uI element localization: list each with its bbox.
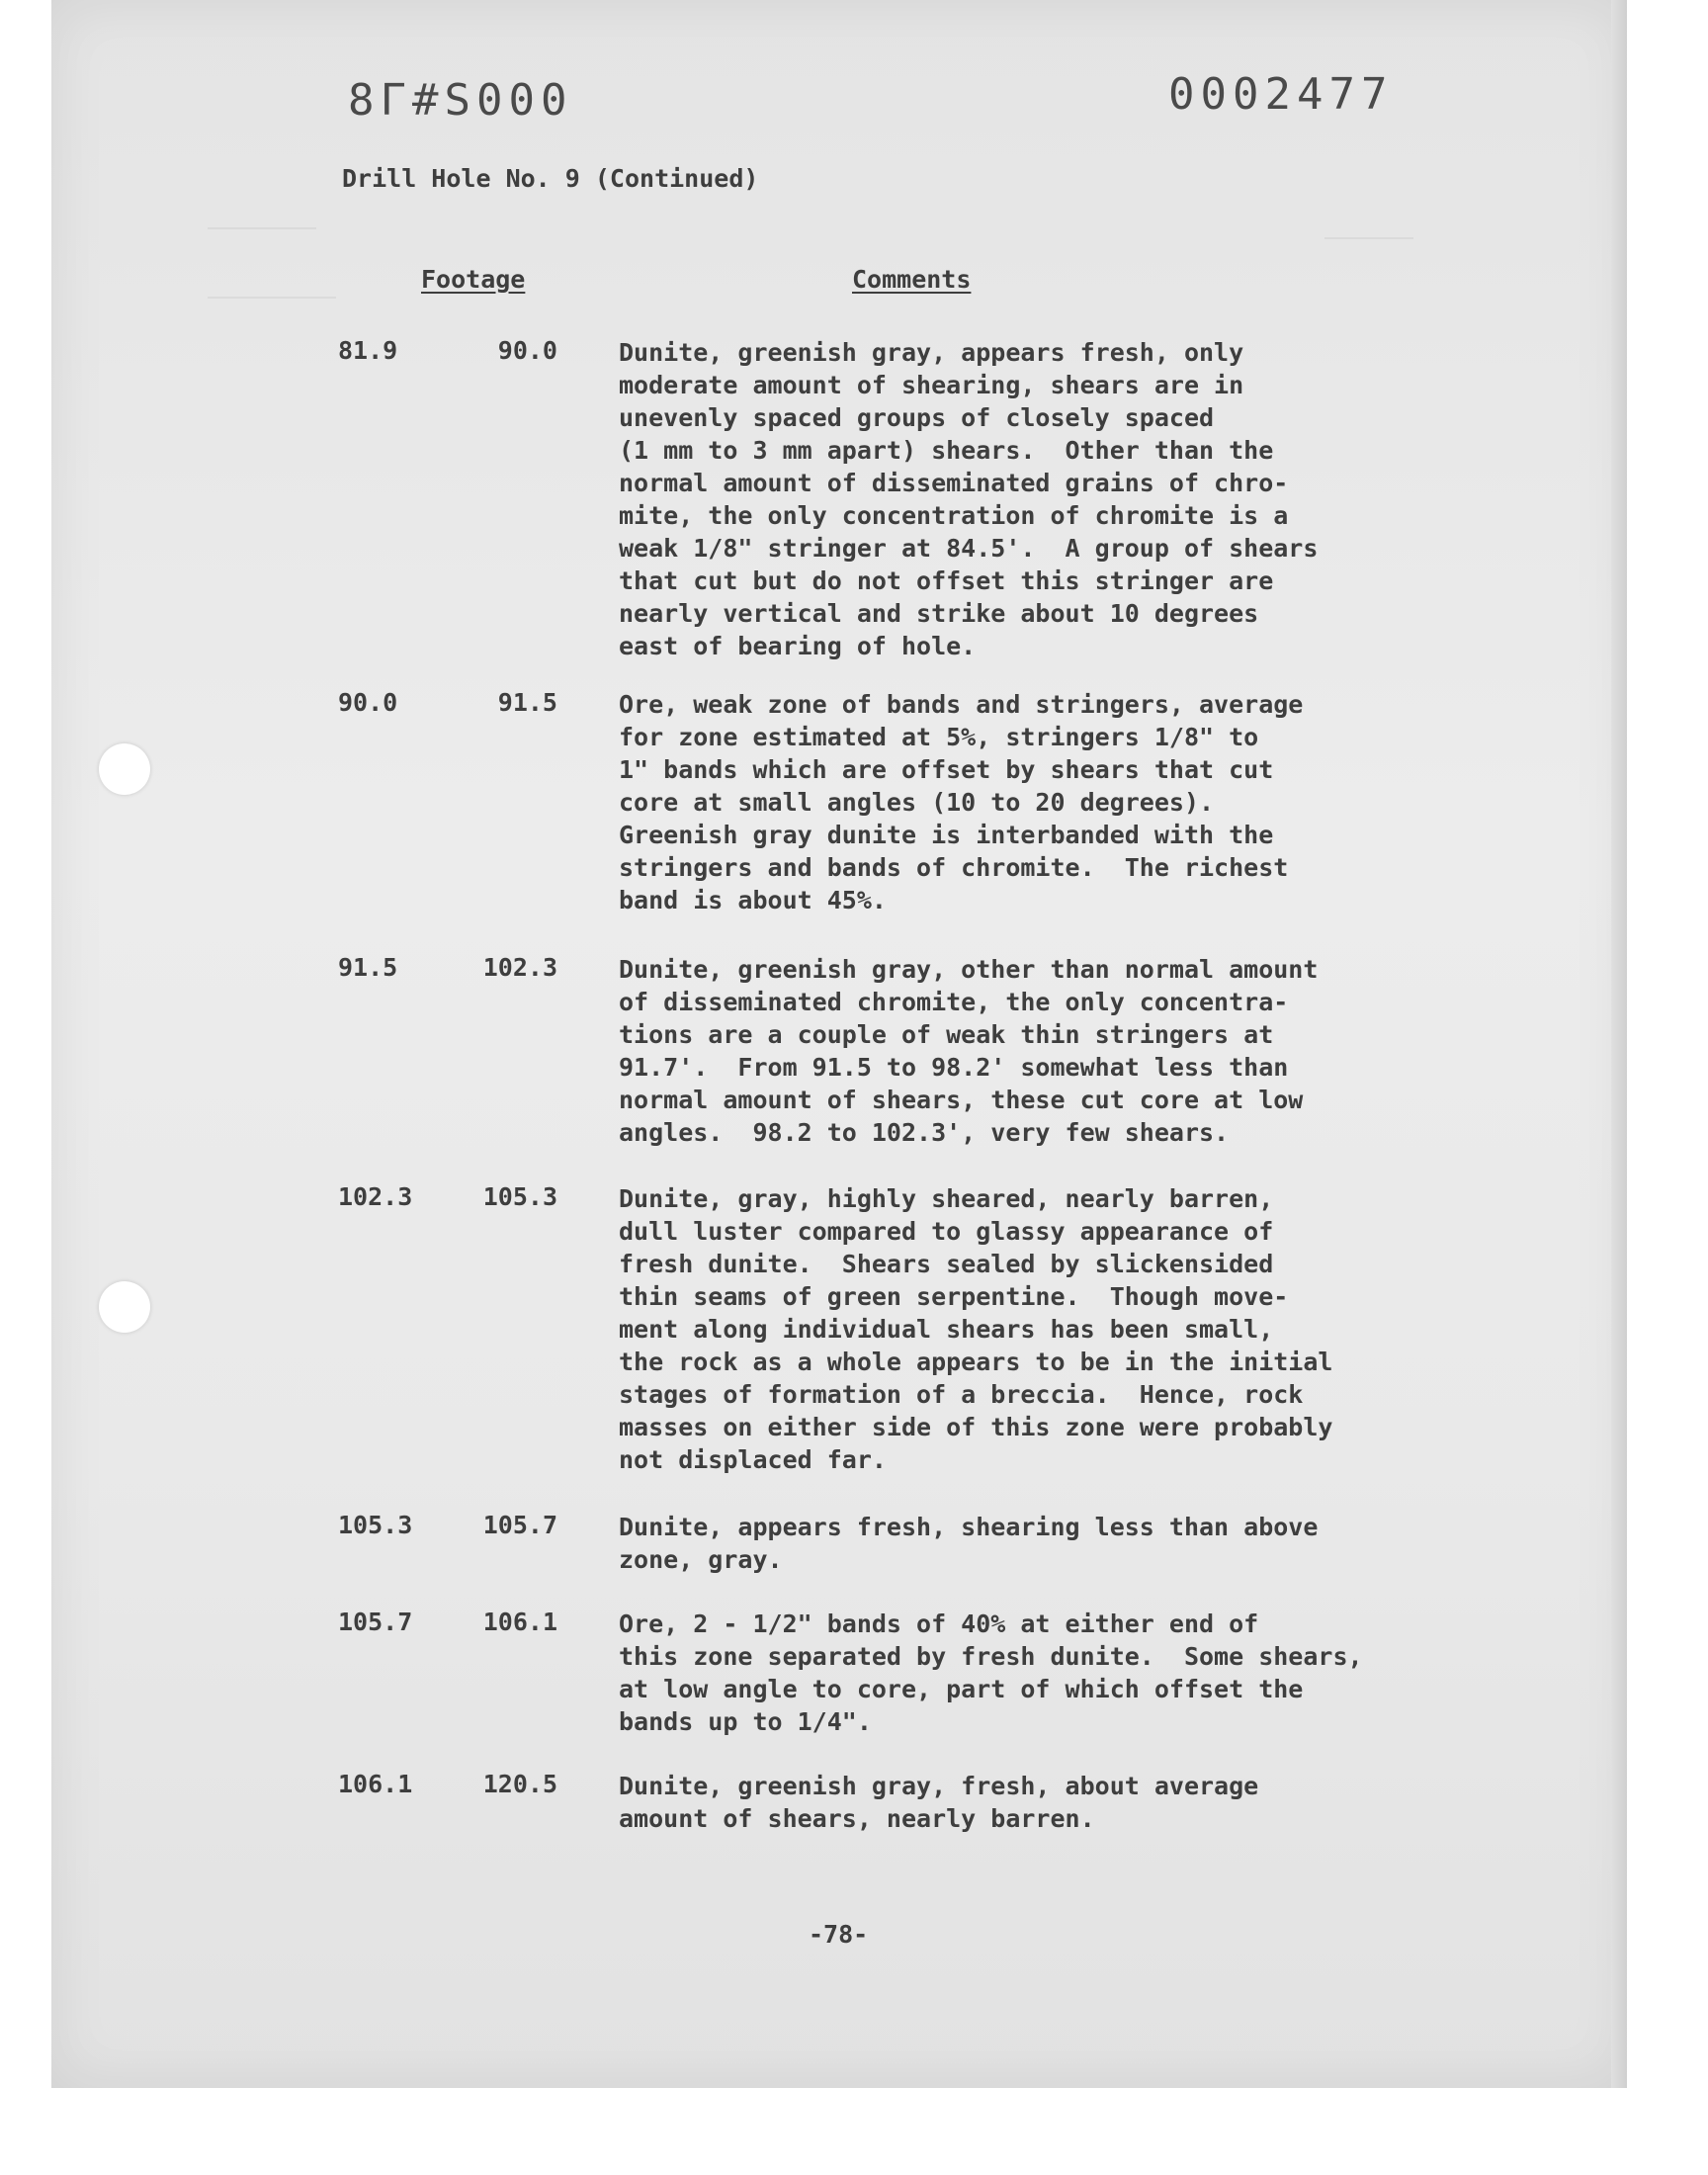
footage-to: 105.3 [482,1182,557,1211]
footage-to: 90.0 [497,336,557,365]
footage-to: 91.5 [497,688,557,717]
comment-line: unevenly spaced groups of closely spaced [619,403,1215,432]
comment-line: normal amount of shears, these cut core at low [619,1086,1304,1114]
comment-text [619,953,1449,1149]
comment-line: Dunite, appears fresh, shearing less than above [619,1513,1319,1541]
comment-line: the rock as a whole appears to be in the initial [619,1348,1333,1376]
footage-to: 106.1 [482,1608,557,1636]
comment-line: amount of shears, nearly barren. [619,1804,1095,1833]
comment-line: angles. 98.2 to 102.3', very few shears. [619,1118,1230,1147]
comment-line: masses on either side of this zone were probably [619,1413,1333,1441]
comment-line: at low angle to core, part of which offset the [619,1675,1304,1703]
footage-to: 102.3 [482,953,557,982]
comment-line: fresh dunite. Shears sealed by slickensided [619,1250,1274,1278]
page-number: -78- [809,1920,869,1949]
comment-line: Dunite, greenish gray, appears fresh, only [619,338,1244,367]
comment-line: Ore, weak zone of bands and stringers, average [619,690,1304,719]
comment-line: of disseminated chromite, the only concentra- [619,988,1289,1016]
footage-from: 105.3 [338,1511,413,1539]
comment-line: tions are a couple of weak thin stringers at [619,1020,1274,1049]
comment-text [619,1511,1449,1576]
comment-line: not displaced far. [619,1445,887,1474]
footage-from: 81.9 [338,336,398,365]
footage-from: 102.3 [338,1182,413,1211]
comment-line: nearly vertical and strike about 10 degrees [619,599,1259,628]
document-stamp-number: 0002477 [1168,69,1394,120]
comment-line: 91.7'. From 91.5 to 98.2' somewhat less than [619,1053,1289,1082]
footage-from: 105.7 [338,1608,413,1636]
page-edge-shadow [1611,0,1627,2088]
comment-line: that cut but do not offset this stringer are [619,566,1274,595]
comment-line: core at small angles (10 to 20 degrees). [619,788,1215,817]
comment-line: for zone estimated at 5%, stringers 1/8" to [619,723,1259,751]
comment-line: thin seams of green serpentine. Though move- [619,1282,1289,1311]
punch-hole-bottom [99,1281,150,1333]
column-header-comments: Comments [852,265,972,294]
footage-to: 105.7 [482,1511,557,1539]
comment-line: band is about 45%. [619,886,887,914]
comment-line: Dunite, greenish gray, fresh, about average [619,1772,1259,1800]
comment-line: Dunite, gray, highly sheared, nearly barren, [619,1184,1274,1213]
footage-from: 90.0 [338,688,398,717]
comment-line: Greenish gray dunite is interbanded with the [619,821,1274,849]
document-stamp-mirrored: 8Г#S000 [348,75,573,126]
footage-from: 106.1 [338,1770,413,1798]
comment-line: Ore, 2 - 1/2" bands of 40% at either end of [619,1610,1259,1638]
comment-line: stages of formation of a breccia. Hence, rock [619,1380,1304,1409]
footage-to: 120.5 [482,1770,557,1798]
comment-line: moderate amount of shearing, shears are in [619,371,1244,399]
comment-line: bands up to 1/4". [619,1707,872,1736]
comment-line: (1 mm to 3 mm apart) shears. Other than the [619,436,1274,465]
comment-line: zone, gray. [619,1545,783,1574]
bleed-through-mark [208,297,336,299]
footage-from: 91.5 [338,953,398,982]
comment-line: weak 1/8" stringer at 84.5'. A group of shears [619,534,1319,563]
comment-line: normal amount of disseminated grains of chro- [619,469,1289,497]
comment-line: stringers and bands of chromite. The richest [619,853,1289,882]
punch-hole-top [99,743,150,795]
page-title: Drill Hole No. 9 (Continued) [342,164,759,193]
comment-line: this zone separated by fresh dunite. Some shears, [619,1642,1363,1671]
comment-text [619,1182,1449,1476]
comment-text [619,336,1449,662]
bleed-through-mark [1324,237,1413,239]
comment-line: dull luster compared to glassy appearance of [619,1217,1274,1246]
bleed-through-mark [208,227,316,229]
comment-line: east of bearing of hole. [619,632,977,660]
comment-text [619,1770,1449,1835]
comment-text [619,1608,1449,1738]
comment-line: mite, the only concentration of chromite is a [619,501,1289,530]
comment-line: 1" bands which are offset by shears that cut [619,755,1274,784]
comment-line: ment along individual shears has been small, [619,1315,1274,1344]
comment-text [619,688,1449,916]
comment-line: Dunite, greenish gray, other than normal amount [619,955,1319,984]
column-header-footage: Footage [421,265,526,294]
